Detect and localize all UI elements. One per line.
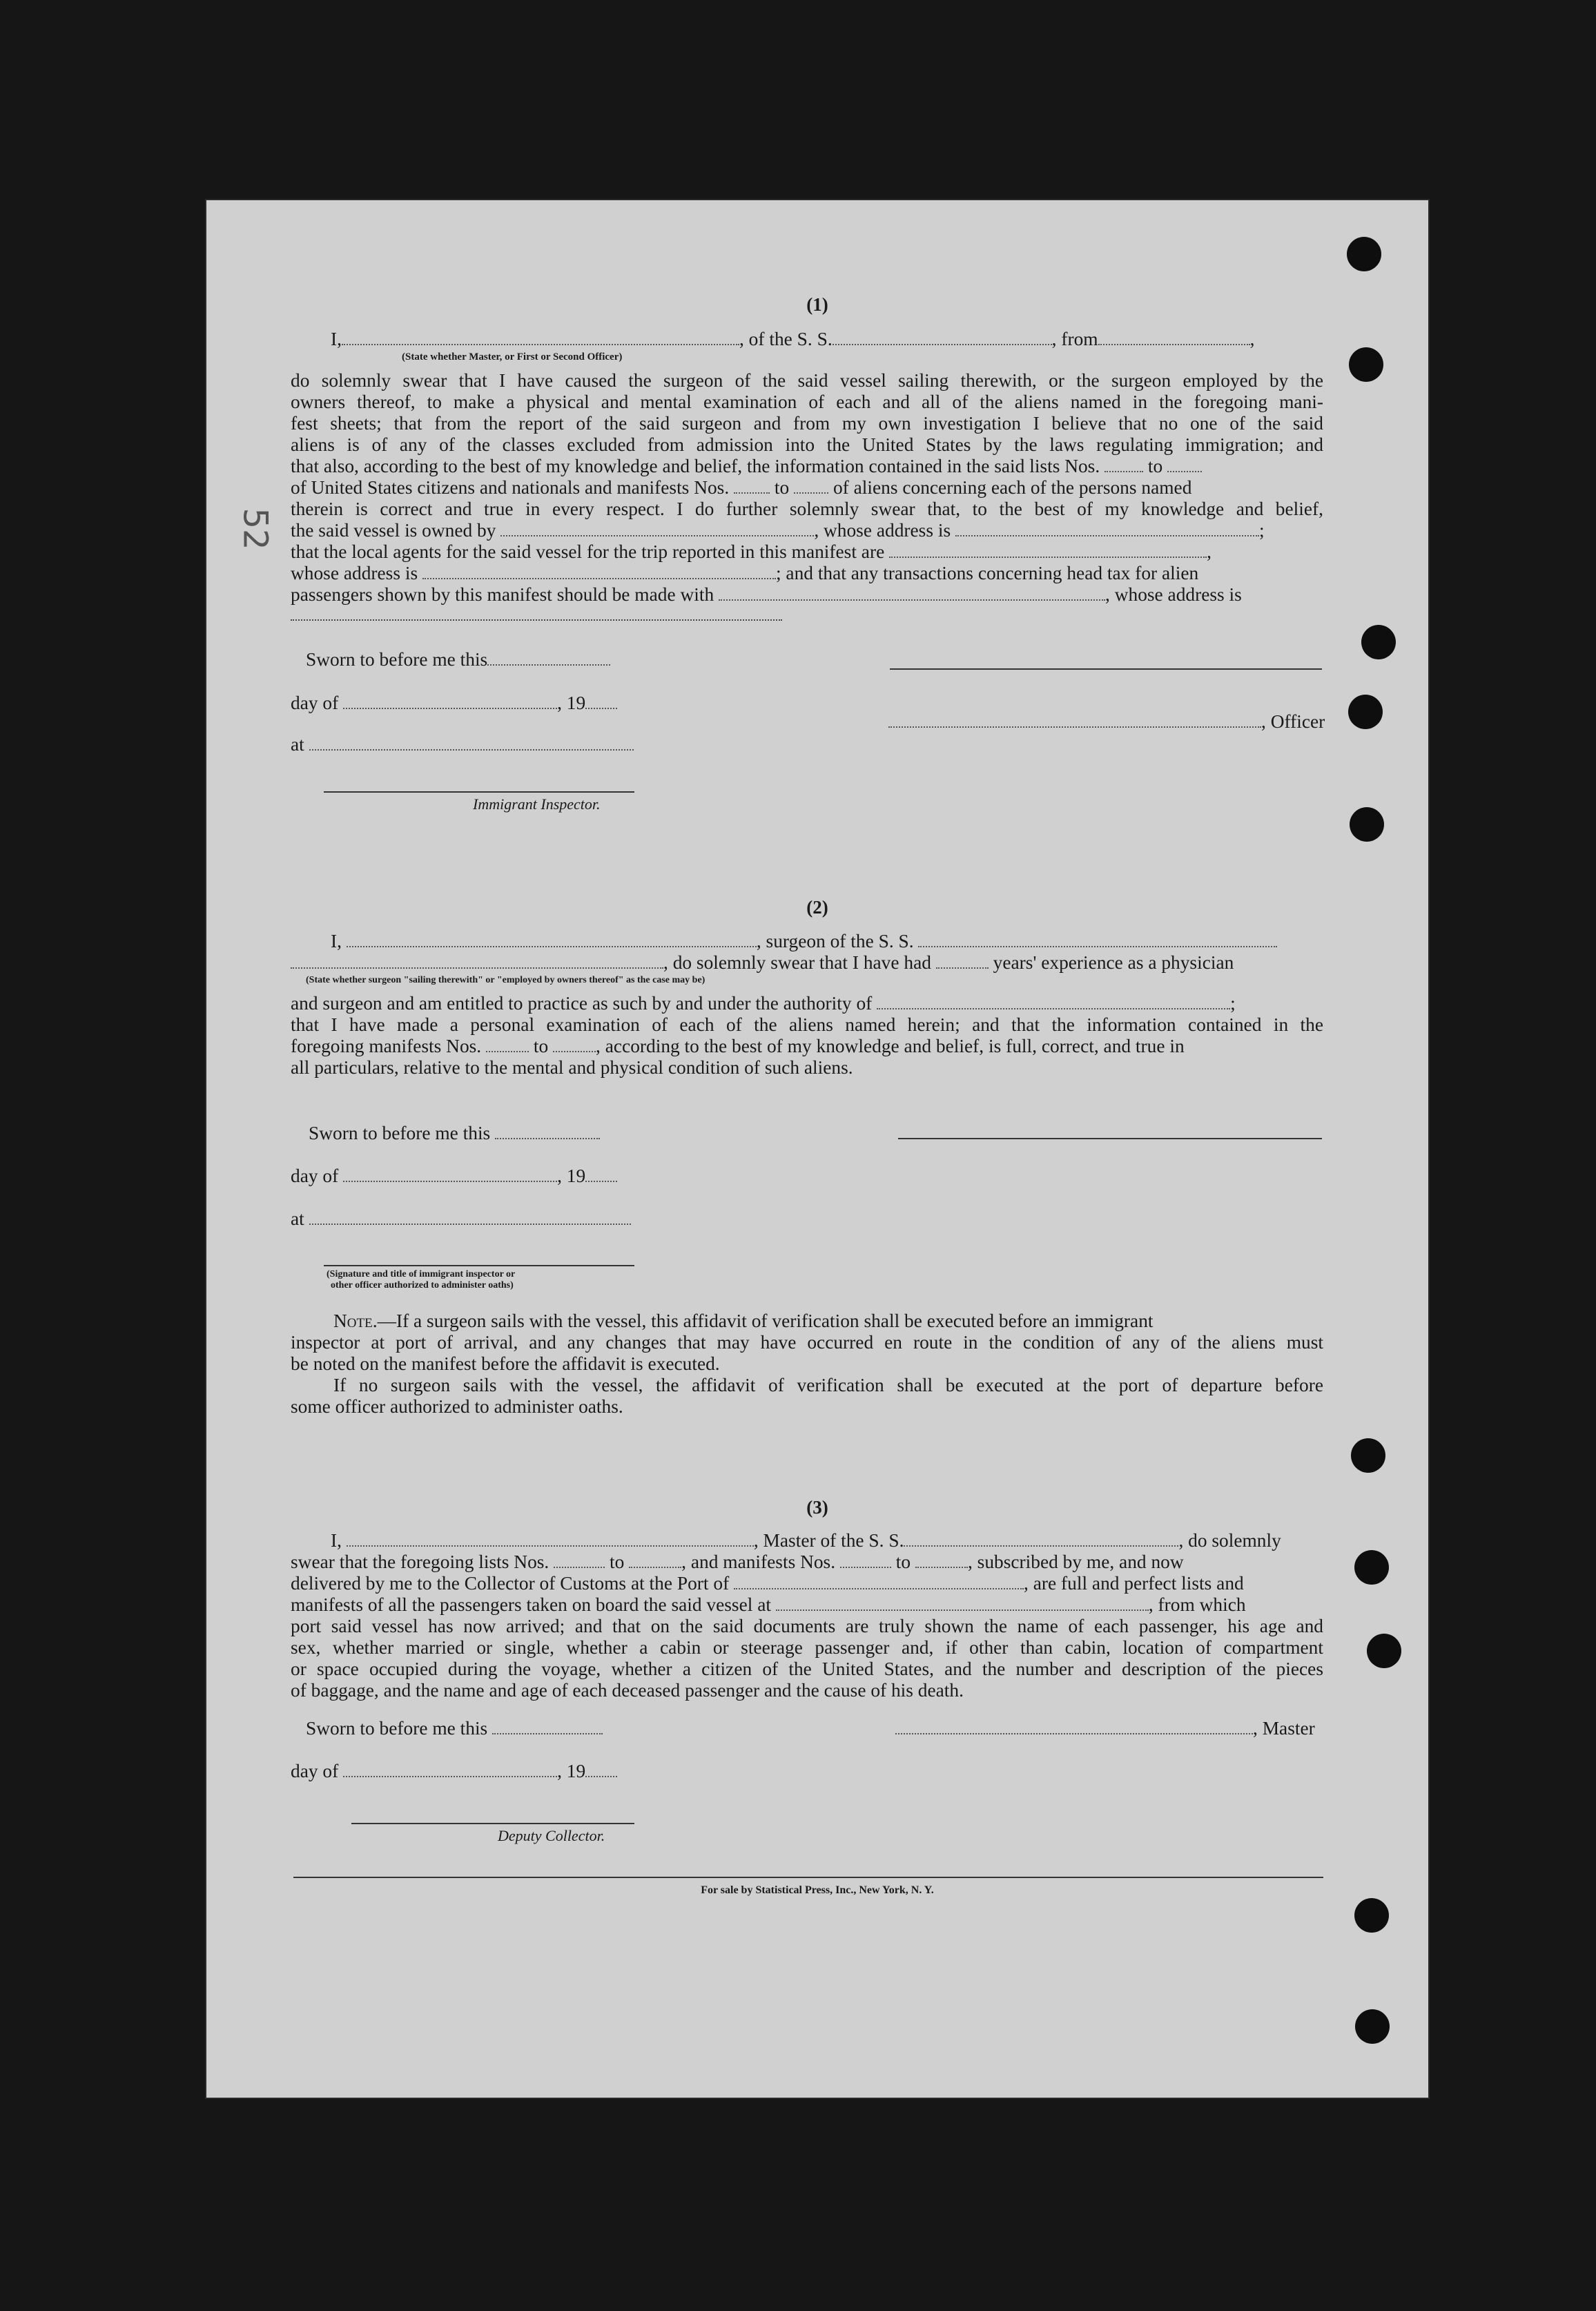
s3-para-line: port said vessel has now arrived; and that on the said documents are truly shown the name of each passenger, his age and <box>291 1616 1323 1636</box>
owner-address-blank[interactable] <box>955 520 1259 536</box>
s2-note-line: inspector at port of arrival, and any changes that may have occurred en route in the condition of any of the aliens must <box>291 1332 1323 1353</box>
s2-sworn-day-blank[interactable] <box>495 1123 600 1139</box>
binder-hole <box>1348 695 1383 729</box>
sworn-day-blank[interactable] <box>487 649 610 666</box>
port-of-blank[interactable] <box>734 1573 1024 1589</box>
manifest-no-from-blank[interactable] <box>734 477 770 494</box>
s1-para-line: of United States citizens and nationals and manifests Nos. to of aliens concerning each of the persons named <box>291 477 1192 498</box>
footer-rule <box>293 1877 1323 1878</box>
s3-year-blank[interactable] <box>585 1761 617 1777</box>
s2-at: at <box>291 1208 631 1230</box>
s3-line2: swear that the foregoing lists Nos. to , and manifests Nos. to , subscribed by me, and now <box>291 1551 1184 1572</box>
surgeon-signature-line[interactable] <box>898 1138 1322 1139</box>
head-tax-address-blank[interactable] <box>291 619 782 621</box>
s3-month-blank[interactable] <box>343 1761 557 1777</box>
s2-line1: I, , surgeon of the S. S. <box>331 931 1277 952</box>
s1-sworn: Sworn to before me this <box>306 649 610 670</box>
s3-line1: I, , Master of the S. S. , do solemnly <box>331 1530 1281 1551</box>
s2-sig-caption: (Signature and title of immigrant inspector or <box>327 1269 516 1279</box>
owner-blank[interactable] <box>500 520 814 536</box>
binder-hole <box>1349 347 1383 382</box>
s1-para-line: whose address is ; and that any transactions concerning head tax for alien <box>291 563 1199 583</box>
form-sheet <box>205 199 1430 2099</box>
s2-manifest-from-blank[interactable] <box>486 1036 529 1052</box>
inspector-signature-line[interactable] <box>324 791 634 793</box>
s2-note-line: be noted on the manifest before the affidavit is executed. <box>291 1353 720 1374</box>
s2-para-line: that I have made a personal examination of each of the aliens named herein; and that the information contained in the <box>291 1014 1323 1035</box>
s3-master-name-blank[interactable] <box>347 1530 754 1547</box>
s3-para-line: of baggage, and the name and age of each deceased passenger and the cause of his death. <box>291 1680 964 1701</box>
s1-at: at <box>291 734 634 755</box>
s2-note-line: some officer authorized to administer oaths. <box>291 1396 623 1417</box>
binder-hole <box>1361 625 1396 659</box>
s2-para-line: and surgeon and am entitled to practice as such by and under the authority of ; <box>291 993 1236 1014</box>
s1-para-line: fest sheets; that from the report of the said surgeon and from my own investigation I believe that no one of the said <box>291 413 1323 434</box>
surgeon-status-blank[interactable] <box>291 952 663 969</box>
binder-hole <box>1355 2009 1390 2044</box>
binder-hole <box>1347 237 1381 271</box>
s2-year-blank[interactable] <box>585 1166 617 1182</box>
s3-vessel-blank[interactable] <box>904 1530 1178 1547</box>
s1-para-line: passengers shown by this manifest should be made with , whose address is <box>291 584 1242 605</box>
list-no-to-blank[interactable] <box>1167 456 1202 472</box>
s3-line3: delivered by me to the Collector of Customs at the Port of , are full and perfect lists and <box>291 1573 1244 1594</box>
binder-hole <box>1367 1634 1401 1668</box>
at-place-blank[interactable] <box>309 734 634 751</box>
manifest-no-to-blank[interactable] <box>794 477 828 494</box>
binder-hole <box>1350 807 1384 842</box>
practice-authority-blank[interactable] <box>877 993 1230 1009</box>
s2-vessel-blank[interactable] <box>918 931 1277 947</box>
s3-list-to-blank[interactable] <box>629 1551 681 1568</box>
binder-hole <box>1354 1550 1389 1585</box>
s3-sworn: Sworn to before me this <box>306 1718 603 1739</box>
s2-sig-caption: other officer authorized to administer oaths) <box>331 1280 514 1290</box>
binder-hole <box>1351 1438 1385 1473</box>
s1-para-line: that the local agents for the said vessel for the trip reported in this manifest are , <box>291 541 1211 562</box>
s1-para-line: therein is correct and true in every respect. I do further solemnly swear that, to the best of my knowledge and belief, <box>291 499 1323 519</box>
s2-dayof: day of , 19 <box>291 1166 617 1187</box>
master-name-blank[interactable] <box>342 329 739 345</box>
s3-para-line: sex, whether married or single, whether a cabin or steerage passenger and, if other than cabin, location of compartment <box>291 1637 1323 1658</box>
head-tax-party-blank[interactable] <box>719 584 1105 601</box>
s2-para-line: all particulars, relative to the mental and physical condition of such aliens. <box>291 1057 853 1078</box>
s2-sworn: Sworn to before me this <box>309 1123 600 1144</box>
local-agents-blank[interactable] <box>889 541 1207 558</box>
section-3-heading: (3) <box>806 1497 828 1518</box>
printer-imprint: For sale by Statistical Press, Inc., New York, N. Y. <box>701 1884 934 1896</box>
year-blank[interactable] <box>585 693 617 709</box>
s1-officer: , Officer <box>888 711 1325 733</box>
binder-hole <box>1354 1898 1389 1933</box>
s2-surgeon-note: (State whether surgeon "sailing therewith" or "employed by owners thereof" as the case may be) <box>306 975 705 985</box>
taken-on-board-at-blank[interactable] <box>776 1594 1149 1611</box>
s1-para-line: owners thereof, to make a physical and mental examination of each and all of the aliens named in the foregoing mani- <box>291 391 1323 412</box>
officer-title-blank[interactable] <box>888 711 1261 728</box>
s2-inspector-signature-line[interactable] <box>324 1265 634 1266</box>
s3-line4: manifests of all the passengers taken on board the said vessel at , from which <box>291 1594 1246 1615</box>
s3-para-line: or space occupied during the voyage, whether a citizen of the United States, and the number and description of the pieces <box>291 1659 1323 1679</box>
years-experience-blank[interactable] <box>936 952 989 969</box>
immigrant-inspector-label: Immigrant Inspector. <box>473 795 601 813</box>
s1-para-line: the said vessel is owned by , whose address is ; <box>291 520 1265 541</box>
s2-note-line: If no surgeon sails with the vessel, the affidavit of verification shall be executed at the port of departure before <box>333 1375 1323 1395</box>
s3-manifest-from-blank[interactable] <box>840 1551 891 1568</box>
month-blank[interactable] <box>343 693 557 709</box>
s3-master-sig: , Master <box>895 1718 1315 1739</box>
s2-manifest-to-blank[interactable] <box>553 1036 596 1052</box>
s2-line2: , do solemnly swear that I have had years' experience as a physician <box>291 952 1234 974</box>
s2-para-line: foregoing manifests Nos. to , according to the best of my knowledge and belief, is full, correct, and true in <box>291 1036 1185 1056</box>
s1-dayof: day of , 19 <box>291 693 617 714</box>
list-no-from-blank[interactable] <box>1104 456 1143 472</box>
s3-list-from-blank[interactable] <box>554 1551 605 1568</box>
s2-at-place-blank[interactable] <box>309 1208 631 1225</box>
s1-line1: I, , of the S. S. , from , <box>331 329 1255 349</box>
section-1-heading: (1) <box>806 294 828 315</box>
deputy-collector-label: Deputy Collector. <box>498 1827 605 1844</box>
s2-month-blank[interactable] <box>343 1166 557 1182</box>
s1-para-line: that also, according to the best of my knowledge and belief, the information contained in the said lists Nos. to <box>291 456 1202 477</box>
s1-para-line: aliens is of any of the classes excluded from admission into the United States by the laws regulating immigration; and <box>291 434 1323 455</box>
s2-note-line: Note.—If a surgeon sails with the vessel, this affidavit of verification shall be executed before an immigrant <box>333 1311 1154 1331</box>
deputy-collector-signature-line[interactable] <box>351 1823 634 1824</box>
master-signature-blank[interactable] <box>895 1718 1253 1734</box>
section-2-heading: (2) <box>806 897 828 918</box>
s1-officer-note: (State whether Master, or First or Second Officer) <box>402 351 623 362</box>
margin-pencil-mark: 52 <box>235 507 275 550</box>
surgeon-name-blank[interactable] <box>347 931 757 947</box>
agents-address-blank[interactable] <box>422 563 776 579</box>
vessel-name-blank[interactable] <box>833 329 1052 345</box>
s3-manifest-to-blank[interactable] <box>915 1551 968 1568</box>
s1-para-line: do solemnly swear that I have caused the surgeon of the said vessel sailing therewith, or the surgeon employed by the <box>291 370 1323 391</box>
s3-dayof: day of , 19 <box>291 1761 617 1782</box>
from-port-blank[interactable] <box>1098 329 1250 345</box>
s3-sworn-day-blank[interactable] <box>492 1718 603 1734</box>
officer-signature-line[interactable] <box>890 668 1322 670</box>
